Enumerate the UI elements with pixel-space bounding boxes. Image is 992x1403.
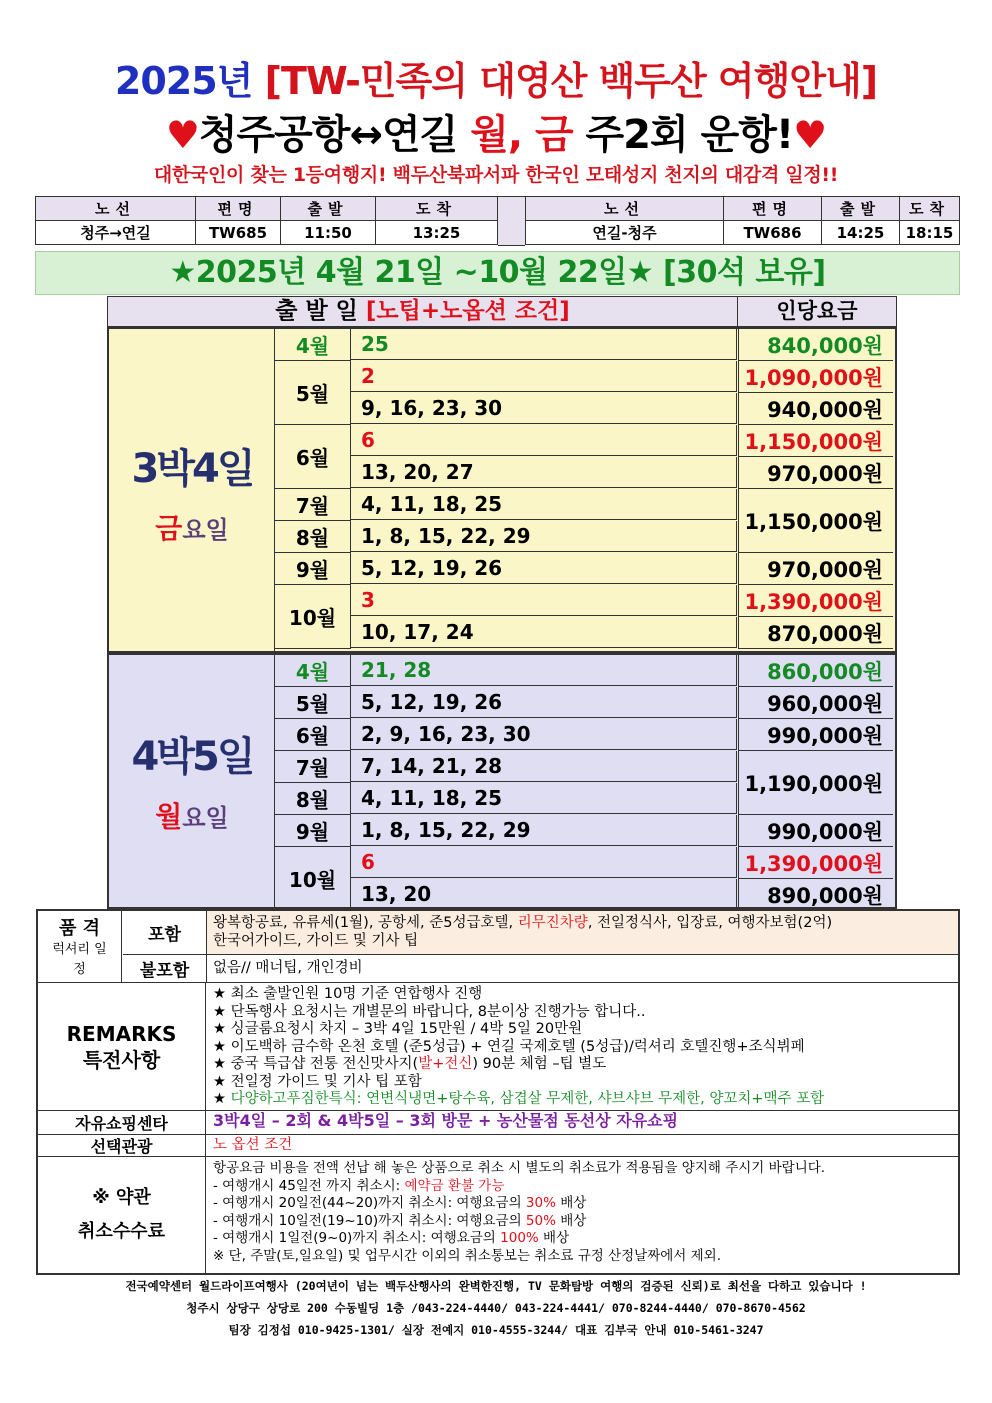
col-depart: 출발	[281, 197, 376, 221]
include-highlight: 리무진차량	[517, 915, 588, 931]
row-price: 890,000원	[738, 879, 893, 911]
terms-text: - 여행개시 1일전(9~0)까지 취소시: 여행요금의	[213, 1230, 501, 1246]
col-flight: 편명	[724, 197, 822, 221]
route-line	[0, 103, 992, 160]
option-section	[38, 1135, 958, 1157]
remark-highlight: 다양하고푸짐한특식: 연변식냉면+탕수육, 삼겹살 무제한, 샤브샤브 무제한, 양꼬치+맥주 포함	[230, 1091, 825, 1107]
inbound-flight: TW686	[724, 221, 822, 245]
row-month: 8월	[275, 521, 351, 553]
row-month: 6월	[275, 425, 351, 489]
row-price: 990,000원	[738, 815, 893, 847]
col-depart: 출발	[822, 197, 900, 221]
remark-text: ) 90분 체험 –팁 별도	[472, 1056, 607, 1072]
row-dates: 6	[351, 425, 737, 456]
include-line2: 한국어가이드, 가이드 및 기사 팁	[213, 933, 419, 949]
shopping-section	[38, 1111, 958, 1135]
inbound-flight-table	[525, 196, 960, 245]
row-month: 7월	[275, 751, 351, 783]
row-dates: 1, 8, 15, 22, 29	[351, 521, 737, 552]
row-price: 840,000원	[738, 329, 893, 361]
row-month: 9월	[275, 553, 351, 585]
footer-line: 전국예약센터 월드라이프여행사 (20여년이 넘는 백두산행사의 완벽한진행, TV 문화탐방 여행의 검증된 신뢰)로 최선을 다하고 있습니다 !	[125, 1279, 867, 1293]
footer-line: 청주시 상당구 상당로 200 수동빌딩 1층 /043-224-4440/ 043-224-4441/ 070-8244-4440/ 070-8670-4562	[186, 1301, 806, 1315]
row-price: 1,150,000원	[738, 425, 893, 457]
row-month: 10월	[275, 847, 351, 911]
remark-item	[213, 1056, 824, 1074]
row-price: 1,390,000원	[738, 847, 893, 879]
terms-label-2: 취소수수료	[78, 1221, 165, 1242]
outbound-flight-table	[35, 196, 498, 245]
row-dates: 21, 28	[351, 655, 737, 686]
row-dates: 25	[351, 329, 737, 360]
terms-item	[213, 1213, 825, 1231]
terms-text: - 여행개시 10일전(19~10)까지 취소시: 여행요금의	[213, 1212, 526, 1229]
inclusion-section	[38, 911, 958, 983]
title-line	[0, 50, 992, 105]
subtitle: 대한국인이 찾는 1등여행지! 백두산북파서파 한국인 모태성지 천지의 대감격 일정!!	[153, 164, 839, 186]
terms-intro: 항공요금 비용을 전액 선납 해 놓은 상품으로 취소 시 별도의 취소료가 적용됨을 양지해 주시기 바랍니다.	[213, 1160, 826, 1176]
include-line1-rest: , 전일정식사, 입장료, 여행자보험(2억)	[587, 915, 833, 931]
shopping-label: 자유쇼핑센타	[38, 1111, 206, 1134]
terms-text: 배상	[555, 1195, 587, 1211]
col-route: 노선	[36, 197, 196, 221]
col-arrive: 도착	[900, 197, 960, 221]
row-dates: 7, 14, 21, 28	[351, 751, 737, 782]
remarks-section	[38, 983, 958, 1111]
exclude-text: 없음// 매너팁, 개인경비	[213, 960, 363, 976]
row-month: 6월	[275, 719, 351, 751]
outbound-route: 청주→연길	[36, 221, 196, 245]
row-dates: 4, 11, 18, 25	[351, 783, 737, 814]
terms-highlight: 50%	[525, 1212, 556, 1229]
terms-item	[213, 1230, 825, 1248]
row-price: 1,390,000원	[738, 585, 893, 617]
remarks-label	[38, 983, 206, 1110]
terms-highlight: 30%	[525, 1195, 556, 1211]
heart-icon: ♥	[165, 113, 199, 157]
row-price: 990,000원	[738, 719, 893, 751]
terms-note: ※ 단, 주말(토,일요일) 및 업무시간 이외의 취소통보는 취소료 규정 산정날짜에서 제외.	[213, 1247, 721, 1264]
remarks-list	[207, 983, 830, 1112]
outbound-arrive: 13:25	[376, 221, 498, 245]
row-dates: 10, 17, 24	[351, 617, 737, 648]
price-header: 인당요금	[776, 299, 858, 323]
row-dates: 5, 12, 19, 26	[351, 687, 737, 718]
option-label: 선택관광	[38, 1135, 206, 1156]
row-month: 5월	[275, 361, 351, 425]
outbound-flight: TW685	[196, 221, 281, 245]
remark-text: ★ 중국 특급샵 전통 전신맛사지(	[213, 1056, 419, 1072]
include-text	[207, 911, 958, 955]
row-price: 1,190,000원	[738, 751, 893, 815]
grade-sub: 럭셔리 일정	[52, 941, 107, 977]
day-highlight: 월	[155, 800, 183, 833]
row-dates: 9, 16, 23, 30	[351, 393, 737, 424]
row-dates: 2	[351, 361, 737, 392]
remark-item: ★ 단독행사 요청시는 개별문의 바랍니다, 8분이상 진행가능 합니다..	[213, 1003, 646, 1020]
day-suffix: 요일	[182, 516, 229, 544]
option-text: 노 옵션 조건	[213, 1137, 293, 1153]
remark-star: ★	[213, 1091, 231, 1107]
dates-header	[108, 297, 738, 326]
terms-highlight: 예약금 환불 가능	[404, 1177, 505, 1194]
row-dates: 13, 20, 27	[351, 457, 737, 488]
col-arrive: 도착	[376, 197, 498, 221]
footer-line: 팀장 김정섭 010-9425-1301/ 실장 전예지 010-4555-3244/ 대표 김부국 안내 010-5461-3247	[228, 1323, 764, 1337]
terms-label-1: ※ 약관	[92, 1187, 151, 1208]
row-price: 1,090,000원	[738, 361, 893, 393]
condition-label: [노팁+노옵션 조건]	[365, 298, 570, 324]
row-price: 1,150,000원	[738, 489, 893, 553]
row-price: 960,000원	[738, 687, 893, 719]
heart-icon: ♥	[793, 113, 827, 157]
route-text: 청주공항↔연길	[198, 112, 458, 158]
include-label: 포함	[123, 911, 207, 955]
terms-text	[207, 1157, 831, 1268]
row-dates: 2, 9, 16, 23, 30	[351, 719, 737, 750]
row-month: 5월	[275, 687, 351, 719]
remark-highlight: 발+전신	[418, 1056, 473, 1072]
grade-label: 품 격	[58, 917, 101, 939]
terms-label	[38, 1157, 206, 1273]
grade-label-cell	[38, 911, 122, 982]
row-dates: 5, 12, 19, 26	[351, 553, 737, 584]
inbound-route: 연길-청주	[526, 221, 724, 245]
period-banner: ★2025년 4월 21일 ~10월 22일★ [30석 보유]	[35, 251, 960, 295]
info-section	[36, 909, 960, 1275]
include-line1: 왕복항공료, 유류세(1월), 공항세, 준5성급호텔,	[213, 915, 518, 931]
row-dates: 3	[351, 585, 737, 616]
price-table-header	[107, 296, 897, 327]
inbound-depart: 14:25	[822, 221, 900, 245]
row-dates: 1, 8, 15, 22, 29	[351, 815, 737, 846]
days-text: 월, 금	[470, 112, 573, 158]
row-price: 970,000원	[738, 553, 893, 585]
col-route: 노선	[526, 197, 724, 221]
row-dates: 4, 11, 18, 25	[351, 489, 737, 520]
remarks-label-ko: 특전사항	[82, 1047, 161, 1072]
row-month: 4월	[275, 329, 351, 361]
inbound-arrive: 18:15	[900, 221, 960, 245]
row-price: 940,000원	[738, 393, 893, 425]
row-month: 10월	[275, 585, 351, 649]
frequency-text: 주2회 운항!	[585, 112, 794, 158]
remark-item: ★ 최소 출발인원 10명 기준 연합행사 진행	[213, 986, 483, 1002]
package-day	[109, 795, 275, 835]
col-flight: 편명	[196, 197, 281, 221]
terms-highlight: 100%	[500, 1230, 539, 1246]
day-suffix: 요일	[182, 804, 229, 832]
package-day	[109, 507, 275, 547]
row-price: 970,000원	[738, 457, 893, 489]
shopping-text: 3박4일 – 2회 & 4박5일 – 3회 방문 + 농산물점 동선상 자유쇼핑	[213, 1111, 679, 1130]
day-highlight: 금	[155, 512, 183, 545]
package-label	[109, 655, 275, 907]
terms-item	[213, 1178, 825, 1196]
row-month: 9월	[275, 815, 351, 847]
outbound-depart: 11:50	[281, 221, 376, 245]
row-month: 4월	[275, 655, 351, 687]
row-price: 860,000원	[738, 655, 893, 687]
terms-text: - 여행개시 45일전 까지 취소시:	[213, 1177, 405, 1194]
remarks-label-en: REMARKS	[66, 1021, 177, 1046]
remark-item	[213, 1091, 824, 1109]
flight-divider	[498, 196, 525, 246]
package-name: 3박4일	[131, 446, 253, 492]
remark-item: ★ 이도백하 금수학 온천 호텔 (준5성급) + 연길 국제호텔 (5성급)/럭셔리 호텔진행+조식뷔페	[213, 1038, 805, 1055]
row-month: 8월	[275, 783, 351, 815]
dates-header-label: 출 발 일	[275, 298, 358, 324]
title-bracket: [TW-민족의 대영산 백두산 여행안내]	[264, 59, 878, 103]
terms-text: - 여행개시 20일전(44~20)까지 취소시: 여행요금의	[213, 1195, 526, 1211]
package-name: 4박5일	[131, 734, 253, 780]
row-month: 7월	[275, 489, 351, 521]
terms-section	[38, 1157, 958, 1273]
row-price: 870,000원	[738, 617, 893, 649]
exclude-label: 불포함	[123, 955, 207, 982]
row-dates: 13, 20	[351, 879, 737, 910]
package-label	[109, 329, 275, 651]
terms-text: 배상	[538, 1230, 570, 1246]
footer	[0, 1275, 992, 1341]
row-dates: 6	[351, 847, 737, 878]
remark-item: ★ 전일정 가이드 및 기사 팁 포함	[213, 1073, 422, 1090]
terms-text: 배상	[555, 1212, 587, 1229]
terms-item	[213, 1195, 825, 1213]
remark-item: ★ 싱글룸요청시 차지 – 3박 4일 15만원 / 4박 5일 20만원	[213, 1021, 583, 1037]
title-year: 2025년	[114, 59, 253, 103]
